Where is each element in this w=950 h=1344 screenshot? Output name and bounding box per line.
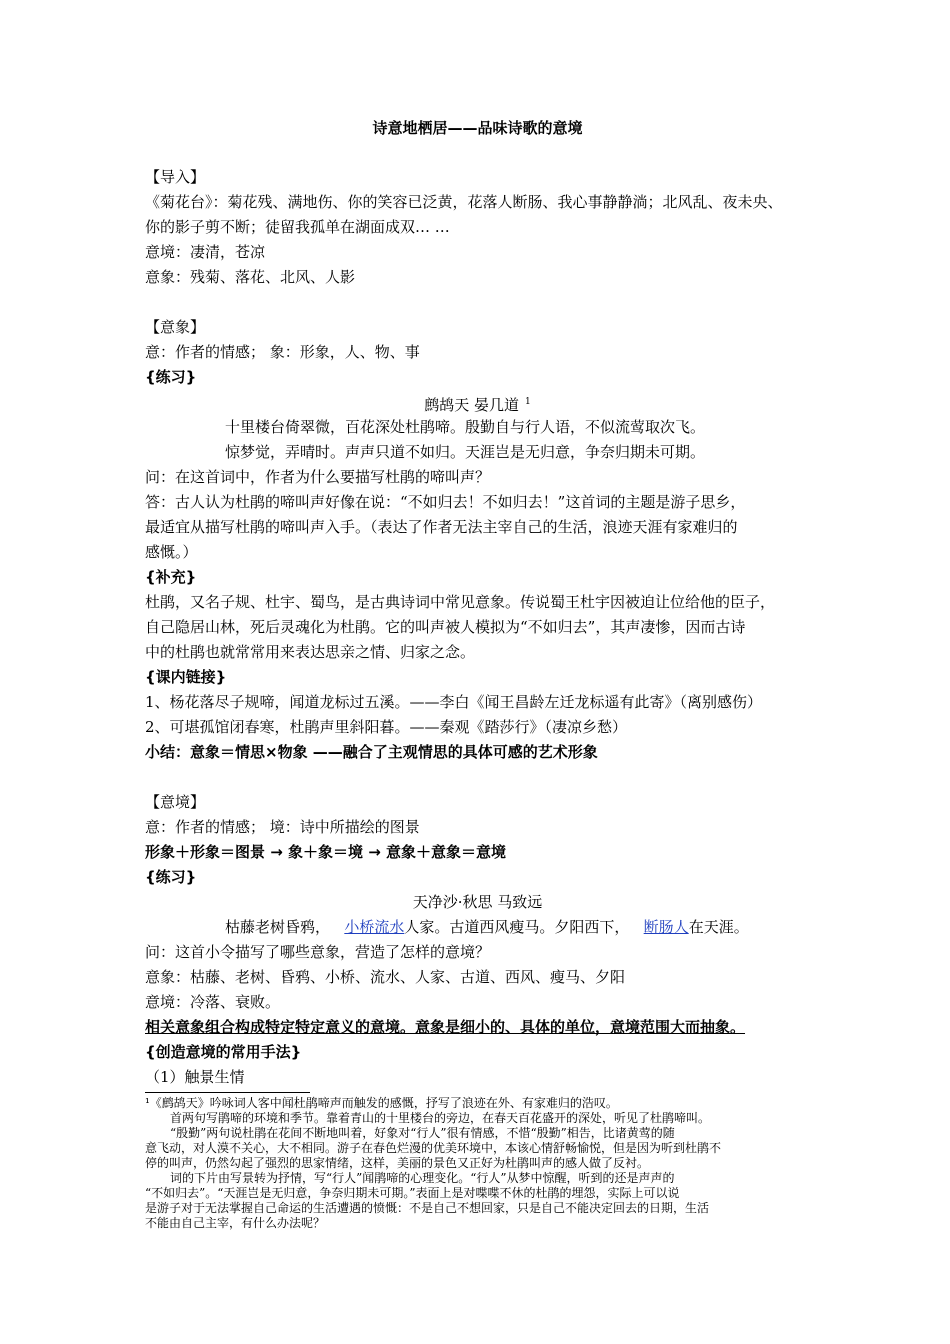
summary-text: 小结：意象＝情思×物象 ——融合了主观情思的具体可感的艺术形象 xyxy=(145,743,598,761)
footnote-line: “殷勤”两句说杜鹃在花间不断地叫着，好象对“行人”很有情感，不惜“殷勤”相告，比诸黄莺的随 xyxy=(170,1126,675,1140)
yixiang-definition: 意：作者的情感； 象：形象，人、物、事 xyxy=(145,343,420,361)
poem-segment: 枯藤老树昏鸦， xyxy=(225,918,331,936)
poem-line: 惊梦觉，弄晴时。声声只道不如归。天涯岂是无归意，争奈归期未可期。 xyxy=(225,443,706,461)
yijing-definition: 意：作者的情感； 境：诗中所描绘的图景 xyxy=(145,818,420,836)
poem-title xyxy=(145,392,810,415)
footnote-line: ¹《鹧鸪天》吟咏词人客中闻杜鹃啼声而触发的感慨，抒写了浪迹在外、有家难归的浩叹。 xyxy=(145,1096,618,1110)
footnote-line: 意飞动，对人漠不关心，大不相同。游子在春色烂漫的优美环境中，本该心情舒畅愉悦，但是因为听到杜鹃不 xyxy=(145,1141,722,1155)
supplement-label: {补充} xyxy=(145,568,197,586)
answer-yijing: 意境：冷落、衰败。 xyxy=(145,993,281,1011)
section-heading-daoru: 【导入】 xyxy=(145,168,206,186)
footnote-line: 是游子对于无法掌握自己命运的生活遭遇的愤慨：不是自己不想回家，只是自己不能决定回去的日期，生活 xyxy=(145,1201,710,1215)
answer-yixiang: 意象：枯藤、老树、昏鸦、小桥、流水、人家、古道、西风、瘦马、夕阳 xyxy=(145,968,626,986)
footnote-line: “不如归去”。“天涯岂是无归意，争奈归期未可期。”表面上是对喋喋不休的杜鹃的埋怨，实际上可以说 xyxy=(145,1186,680,1200)
poem-line: 十里楼台倚翠微，百花深处杜鹃啼。殷勤自与行人语，不似流莺取次飞。 xyxy=(225,418,706,436)
link-label: {课内链接} xyxy=(145,668,227,686)
footnote-marker[interactable]: 1 xyxy=(525,397,531,407)
conclusion-text: 相关意象组合构成特定特定意义的意境。意象是细小的、具体的单位，意境范围大而抽象。 xyxy=(145,1018,746,1036)
footnote-line: 不能由自己主宰，有什么办法呢？ xyxy=(145,1216,326,1230)
poem-title-text: 鹧鸪天 晏几道 xyxy=(424,396,520,414)
method-item: （1）触景生情 xyxy=(145,1068,245,1086)
poem-hyperlink[interactable]: 断肠人 xyxy=(643,918,689,936)
footnote-line: 词的下片由写景转为抒情，写“行人”闻鹃啼的心理变化。“行人”从梦中惊醒，听到的还是声声的 xyxy=(170,1171,675,1185)
poem-line xyxy=(225,917,825,937)
supplement-line: 中的杜鹃也就常常用来表达思亲之情、归家之念。 xyxy=(145,643,476,661)
footnote-line: 首两句写鹃啼的环境和季节。靠着青山的十里楼台的旁边，在春天百花盛开的深处，听见了杜鹃啼叫。 xyxy=(170,1111,711,1125)
link-item: 2、可堪孤馆闭春寒，杜鹃声里斜阳暮。——秦观《踏莎行》（凄凉乡愁） xyxy=(145,718,628,736)
footnote-line: 停的叫声，仍然勾起了强烈的思家情绪，这样，美丽的景色又正好为杜鹃叫声的感人做了反衬。 xyxy=(145,1156,650,1170)
section-heading-yijing: 【意境】 xyxy=(145,793,206,811)
link-item: 1、杨花落尽子规啼，闻道龙标过五溪。——李白《闻王昌龄左迁龙标遥有此寄》（离别感伤） xyxy=(145,693,763,711)
formula-text: 形象＋形象＝图景 → 象＋象＝境 → 意象＋意象＝意境 xyxy=(145,843,507,861)
daoru-yixiang: 意象：残菊、落花、北风、人影 xyxy=(145,268,356,286)
question-text: 问：这首小令描写了哪些意象，营造了怎样的意境？ xyxy=(145,943,491,961)
answer-line: 最适宜从描写杜鹃的啼叫声入手。（表达了作者无法主宰自己的生活，浪迹天涯有家难归的 xyxy=(145,518,738,536)
section-heading-yixiang: 【意象】 xyxy=(145,318,206,336)
daoru-yijing: 意境：凄清，苍凉 xyxy=(145,243,266,261)
poem-hyperlink[interactable]: 小桥流水 xyxy=(344,918,405,936)
lyric-line: 你的影子剪不断；徒留我孤单在湖面成双… … xyxy=(145,218,450,236)
supplement-line: 自己隐居山林，死后灵魂化为杜鹃。它的叫声被人模拟为“不如归去”，其声凄惨，因而古诗 xyxy=(145,618,746,636)
supplement-line: 杜鹃，又名子规、杜宇、蜀鸟，是古典诗词中常见意象。传说蜀王杜宇因被迫让位给他的臣子， xyxy=(145,593,776,611)
poem-segment: 人家。古道西风瘦马。夕阳西下， xyxy=(404,918,630,936)
practice-label: {练习} xyxy=(145,868,197,886)
methods-label: {创造意境的常用手法} xyxy=(145,1043,302,1061)
answer-line: 答：古人认为杜鹃的啼叫声好像在说：“不如归去！不如归去！”这首词的主题是游子思乡， xyxy=(145,493,746,511)
question-text: 问：在这首词中，作者为什么要描写杜鹃的啼叫声？ xyxy=(145,468,491,486)
answer-line: 感慨。） xyxy=(145,543,198,561)
practice-label: {练习} xyxy=(145,368,197,386)
lyric-line: 《菊花台》：菊花残、满地伤、你的笑容已泛黄，花落人断肠、我心事静静淌；北风乱、夜未央、 xyxy=(145,193,783,211)
page-title: 诗意地栖居——品味诗歌的意境 xyxy=(372,119,583,137)
footnote-divider xyxy=(145,1092,310,1093)
poem-segment: 在天涯。 xyxy=(688,918,749,936)
poem-title: 天净沙·秋思 马致远 xyxy=(412,893,543,911)
